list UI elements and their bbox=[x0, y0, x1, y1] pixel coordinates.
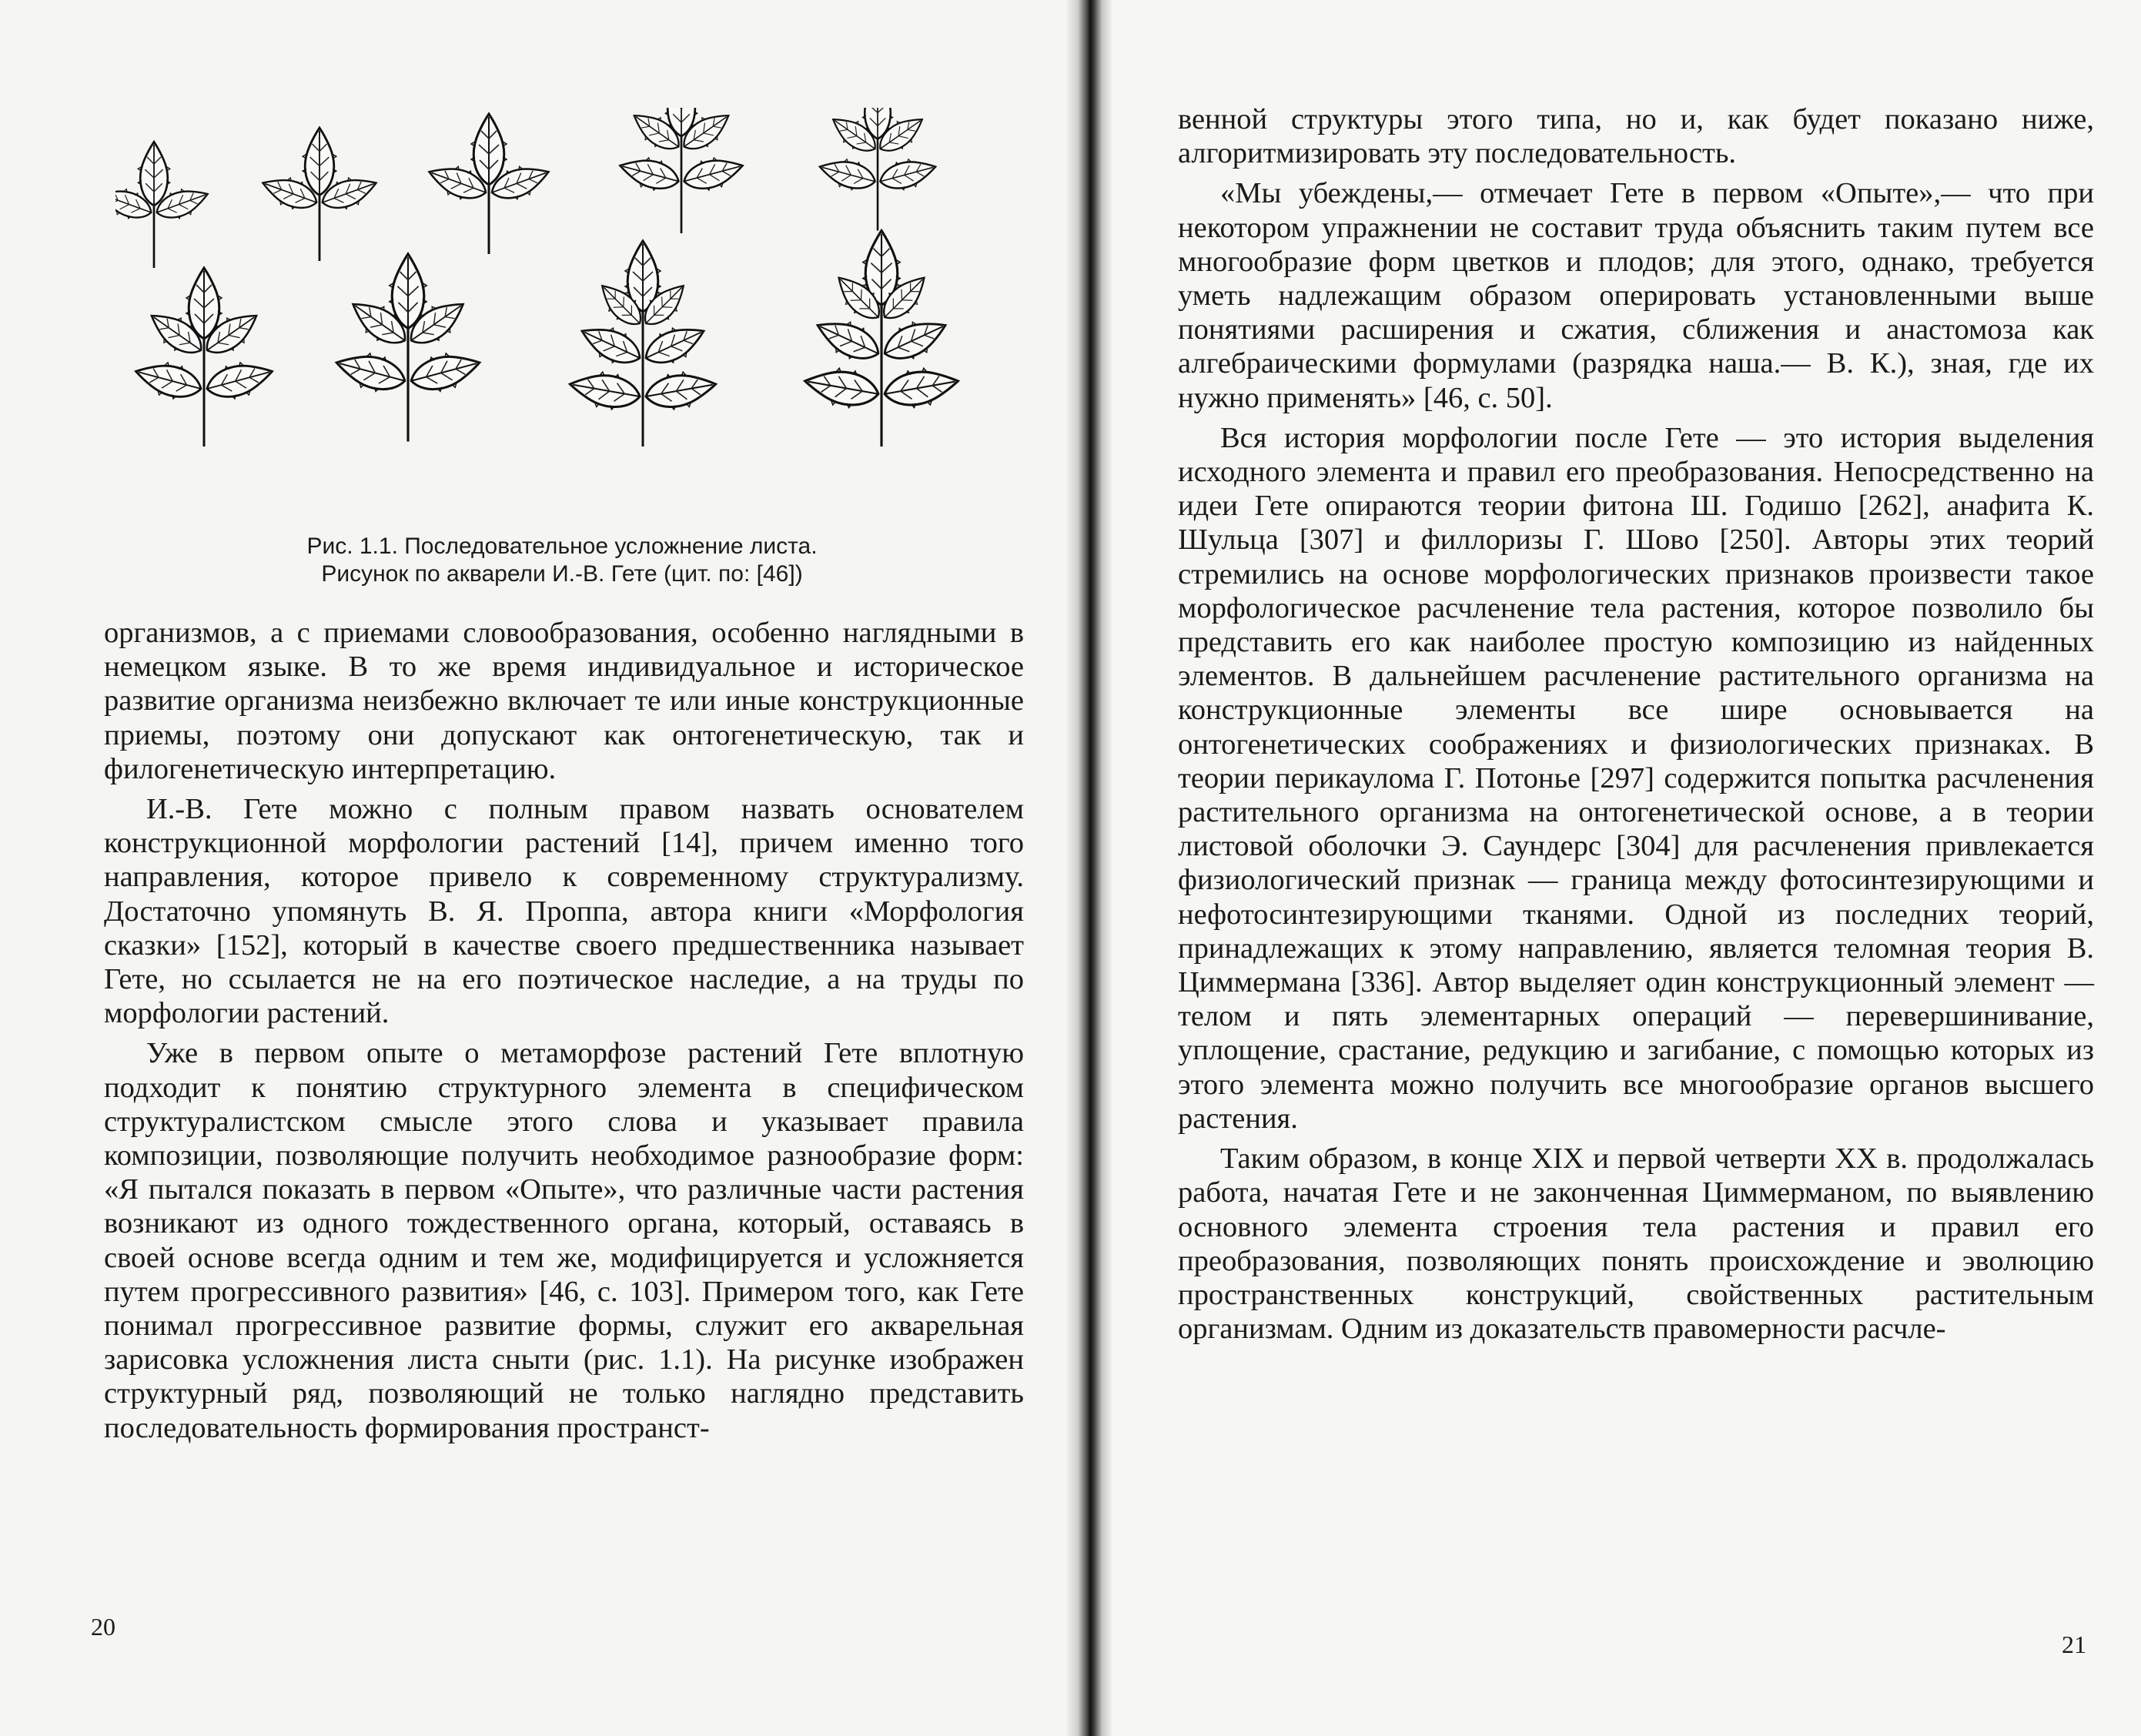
figure-caption bbox=[108, 533, 1016, 588]
page-number-left: 20 bbox=[91, 1613, 115, 1641]
page-number-right: 21 bbox=[2062, 1631, 2086, 1658]
paragraph: Таким образом, в конце XIX и первой четверти XX в. продолжалась работа, начатая Гете и не законченная Циммерманом, по выявлению основного элемента строения тела растения и правил его преобразования, позволяющих понять происхождение и эволюцию пространственных конструкций, свойственных растительным организмам. Одним из доказательств правомерности расчле- bbox=[1178, 1142, 2094, 1346]
paragraph: «Мы убеждены,— отмечает Гете в первом «Опыте»,— что при некотором упражнении не составит труда объяснить таким путем все многообразие форм цветков и плодов; для этого, однако, требуется уметь надлежащим образом оперировать установленными выше понятиями расширения и сжатия, сближения и анастомоза как алгебраическими формулами (разрядка наша.— В. К.), зная, где их нужно применять» [46, с. 50]. bbox=[1178, 177, 2094, 414]
right-page-text bbox=[1178, 102, 2094, 1352]
book-gutter bbox=[1066, 0, 1112, 1736]
left-page-text bbox=[104, 616, 1024, 1451]
figure-leaf-series bbox=[115, 108, 1009, 531]
leaf-series-illustration-icon bbox=[115, 108, 1009, 531]
paragraph: венной структуры этого типа, но и, как будет показано ниже, алгоритмизировать эту последовательность. bbox=[1178, 103, 2094, 170]
caption-line-2: Рисунок по акварели И.-В. Гете (цит. по: [46]) bbox=[321, 561, 803, 587]
paragraph: Уже в первом опыте о метаморфозе растений Гете вплотную подходит к понятию структурного элемента в специфическом структуралистском смысле этого слова и указывает правила композиции, позволяющие получить необходимое разнообразие форм: «Я пытался показать в первом «Опыте», что различные части растения возникают из одного тождественного органа, который, оставаясь в своей основе всегда одним и тем же, модифицируется и усложняется путем прогрессивного развития» [46, с. 103]. Примером того, как Гете понимал прогрессивное развитие формы, служит его акварельная зарисовка усложнения листа сныти (рис. 1.1). На рисунке изображен структурный ряд, позволяющий не только наглядно представить последовательность формирования пространст- bbox=[104, 1037, 1024, 1444]
paragraph: И.-В. Гете можно с полным правом назвать основателем конструкционной морфологии растений [14], причем именно того направления, которое привело к современному структурализму. Достаточно упомянуть В. Я. Проппа, автора книги «Морфология сказки» [152], который в качестве своего предшественника называет Гете, но ссылается не на его поэтическое наследие, а на труды по морфологии растений. bbox=[104, 793, 1024, 1030]
right-page bbox=[1074, 0, 2141, 1736]
paragraph: организмов, а с приемами словообразования, особенно наглядными в немецком языке. В то же время индивидуальное и историческое развитие организма неизбежно включает те или иные конструкционные приемы, поэтому они допускают как онтогенетическую, так и филогенетическую интерпретацию. bbox=[104, 617, 1024, 785]
paragraph: Вся история морфологии после Гете — это история выделения исходного элемента и правил его преобразования. Непосредственно на идеи Гете опираются теории фитона Ш. Годишо [262], анафита К. Шульца [307] и филлоризы Г. Шово [250]. Авторы этих теорий стремились на основе морфологических признаков произвести такое морфологическое расчленение тела растения, которое позволило бы представить его как наиболее простую композицию из найденных элементов. В дальнейшем расчленение растительного организма на конструкционные элементы все шире основывается на онтогенетических соображениях и физиологических признаках. В теории перикаулома Г. Потонье [297] содержится попытка расчленения растительного организма на онтогенетической основе, а в теории листовой оболочки Э. Саундерс [304] для расчленения привлекается физиологический признак — граница между фотосинтезирующими и нефотосинтезирующими тканями. Одной из последних теорий, принадлежащих к этому направлению, является теломная теория В. Циммермана [336]. Автор выделяет один конструкционный элемент — телом и пять элементарных операций — перевершинивание, уплощение, срастание, редукцию и загибание, с помощью которых из этого элемента можно получить все многообразие органов высшего растения. bbox=[1178, 421, 2094, 1135]
caption-line-1: Рис. 1.1. Последовательное усложнение листа. bbox=[306, 534, 818, 559]
